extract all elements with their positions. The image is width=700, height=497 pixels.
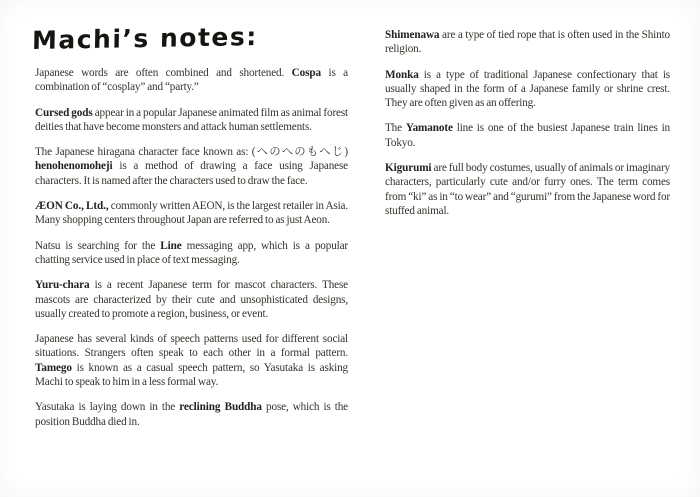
bold-term: henohenomoheji xyxy=(35,160,113,173)
text-segment: is a combination of “cosplay” and “party.” xyxy=(35,67,348,94)
note-paragraph xyxy=(35,106,348,135)
note-paragraph xyxy=(35,332,348,389)
text-segment: Natsu is searching for the xyxy=(35,239,161,252)
note-paragraph xyxy=(35,199,348,228)
note-paragraph xyxy=(385,121,670,150)
bold-term: Yamanote xyxy=(405,122,453,135)
text-segment: The Japanese hiragana character face known as: (へのへのもへじ) xyxy=(35,146,348,159)
text-segment: pose, which is the position Buddha died in. xyxy=(35,401,348,428)
note-paragraph xyxy=(385,161,670,218)
text-segment: are a type of tied rope that is often used in the Shinto religion. xyxy=(385,29,670,56)
bold-term: Cursed gods xyxy=(35,106,93,119)
bold-term: Monka xyxy=(385,68,419,81)
text-segment: Japanese has several kinds of speech patterns used for different social situations. Strangers often speak to each other in a formal pattern. xyxy=(35,333,348,360)
note-paragraph xyxy=(35,239,348,268)
bold-term: Tamego xyxy=(35,361,72,374)
bold-term: Line xyxy=(160,239,182,252)
note-paragraph xyxy=(35,278,348,321)
text-segment: appear in a popular Japanese animated film as animal forest deities that have become monsters and attack human settlements. xyxy=(35,106,349,133)
text-segment: are full body costumes, usually of animals or imaginary characters, particularly cute and/or furry ones. The term comes from “ki” as in “to wear” and “gurumi” from the Japanese word for stuffed animal. xyxy=(385,162,670,217)
text-segment: Yasutaka is laying down in the xyxy=(35,401,180,414)
note-paragraph xyxy=(35,145,348,188)
text-segment: is a method of drawing a face using Japanese characters. It is named after the characters used to draw the face. xyxy=(35,160,348,187)
text-segment: messaging app, which is a popular chatting service used in place of text messaging. xyxy=(35,239,348,266)
note-paragraph xyxy=(385,28,670,57)
text-segment: The xyxy=(385,122,406,135)
bold-term: Kigurumi xyxy=(385,162,432,175)
page-title: Machi’s notes: xyxy=(31,22,259,55)
text-segment: Japanese words are often combined and shortened. xyxy=(35,67,292,79)
text-segment: is a type of traditional Japanese confectionary that is usually shaped in the form of a Japanese family or shrine crest. They are often given as an offering. xyxy=(385,68,670,110)
bold-term: reclining Buddha xyxy=(179,401,262,414)
note-paragraph xyxy=(35,400,348,429)
note-paragraph xyxy=(35,66,348,95)
text-segment: is a recent Japanese term for mascot characters. These mascots are characterized by their cute and unsophisticated designs, usually created to promote a region, business, or event. xyxy=(35,279,348,320)
text-segment: commonly written AEON, is the largest retailer in Asia. Many shopping centers throughout Japan are referred to as just Aeon. xyxy=(35,200,348,227)
note-paragraph xyxy=(385,68,670,111)
bold-term: ÆON Co., Ltd., xyxy=(35,200,109,213)
left-column xyxy=(35,66,348,440)
right-column xyxy=(385,28,670,229)
bold-term: Cospa xyxy=(291,67,321,79)
text-segment: line is one of the busiest Japanese train lines in Tokyo. xyxy=(385,122,670,149)
bold-term: Shimenawa xyxy=(385,29,440,41)
text-segment: is known as a casual speech pattern, so Yasutaka is asking Machi to speak to him in a less formal way. xyxy=(35,361,348,389)
bold-term: Yuru-chara xyxy=(35,279,90,292)
